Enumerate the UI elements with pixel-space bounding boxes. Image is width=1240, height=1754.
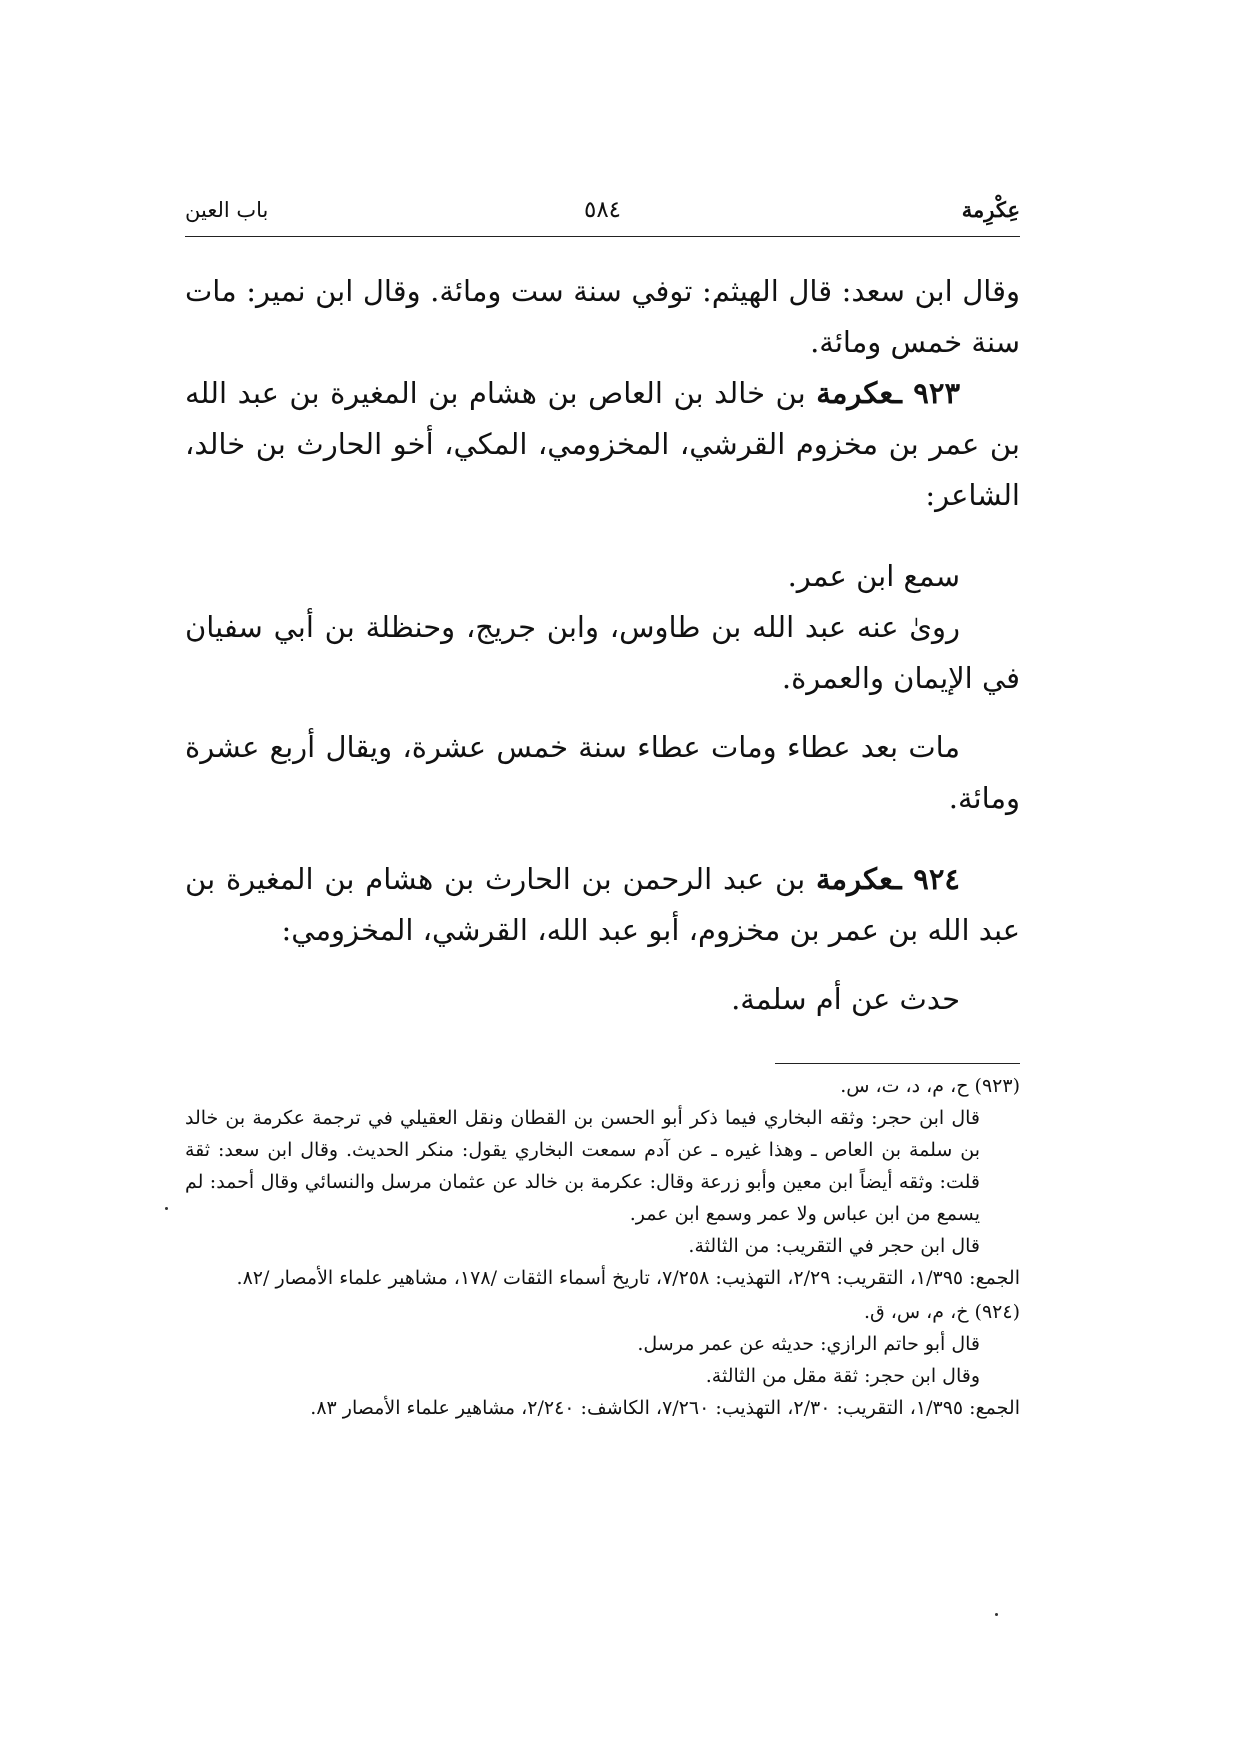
running-header — [185, 190, 1020, 230]
footnote-923-refs: الجمع: ١/٣٩٥، التقريب: ٢/٢٩، التهذيب: ٧/٢٥٨، تاريخ أسماء الثقات /١٧٨، مشاهير علماء الأمصار /٨٢. — [236, 1267, 1020, 1289]
paragraph-ibn-saad: وقال ابن سعد: قال الهيثم: توفي سنة ست ومائة. وقال ابن نمير: مات سنة خمس ومائة. — [185, 274, 1020, 359]
footnotes — [185, 1070, 1020, 1424]
paragraph-death: مات بعد عطاء ومات عطاء سنة خمس عشرة، ويقال أربع عشرة ومائة. — [185, 730, 1020, 815]
entry-text: بن خالد بن العاص بن هشام بن المغيرة بن عبد الله بن عمر بن مخزوم القرشي، المخزومي، المكي، أخو الحارث بن خالد، الشاعر: — [185, 376, 1020, 512]
scan-speck — [165, 1207, 168, 1210]
footnote-924-line: قال أبو حاتم الرازي: حديثه عن عمر مرسل. — [637, 1333, 980, 1355]
header-chapter-title: باب العين — [185, 198, 269, 222]
footnote-924-head: (٩٢٤) خ، م، س، ق. — [863, 1301, 1020, 1323]
entry-924 — [185, 854, 1020, 956]
entry-number: ٩٢٤ ـ — [893, 862, 961, 896]
footnote-923-line: قال ابن حجر في التقريب: من الثالثة. — [688, 1235, 980, 1257]
main-text — [185, 266, 1020, 1025]
footnote-924-refs: الجمع: ١/٣٩٥، التقريب: ٢/٣٠، التهذيب: ٧/٢٦٠، الكاشف: ٢/٢٤٠، مشاهير علماء الأمصار ٨٣. — [310, 1397, 1020, 1419]
entry-text: بن عبد الرحمن بن الحارث بن هشام بن المغيرة بن عبد الله بن عمر بن مخزوم، أبو عبد الله، القرشي، المخزومي: — [185, 862, 1020, 947]
footnote-923-line: قال ابن حجر: وثقه البخاري فيما ذكر أبو الحسن بن القطان ونقل العقيلي في ترجمة عكرمة بن خالد بن سلمة بن العاص ـ وهذا غيره ـ عن آدم سمعت البخاري يقول: منكر الحديث. وقال ابن سعد: ثقة قلت: وثقه أيضاً ابن معين وأبو زرعة وقال: عكرمة بن خالد عن عثمان مرسل والنسائي وقال أحمد: لم يسمع من ابن عباس ولا عمر وسمع ابن عمر. — [185, 1107, 980, 1225]
paragraph-samia: سمع ابن عمر. — [787, 559, 960, 593]
entry-923 — [185, 368, 1020, 521]
footnote-923-head: (٩٢٣) ح، م، د، ت، س. — [840, 1075, 1020, 1097]
entry-name: عكرمة — [816, 376, 894, 410]
footnote-rule — [775, 1063, 1020, 1064]
scan-speck — [995, 1613, 998, 1616]
entry-name: عكرمة — [816, 862, 894, 896]
paragraph-haddatha: حدث عن أم سلمة. — [731, 982, 960, 1016]
paragraph-rawa: روىٰ عنه عبد الله بن طاوس، وابن جريج، وحنظلة بن أبي سفيان في الإيمان والعمرة. — [185, 610, 1020, 695]
entry-number: ٩٢٣ ـ — [893, 376, 961, 410]
header-rule — [185, 236, 1020, 237]
footnote-924-line: وقال ابن حجر: ثقة مقل من الثالثة. — [705, 1365, 980, 1387]
page-number: ٥٨٤ — [583, 197, 622, 223]
header-entry-name: عِكْرِمة — [961, 197, 1020, 222]
